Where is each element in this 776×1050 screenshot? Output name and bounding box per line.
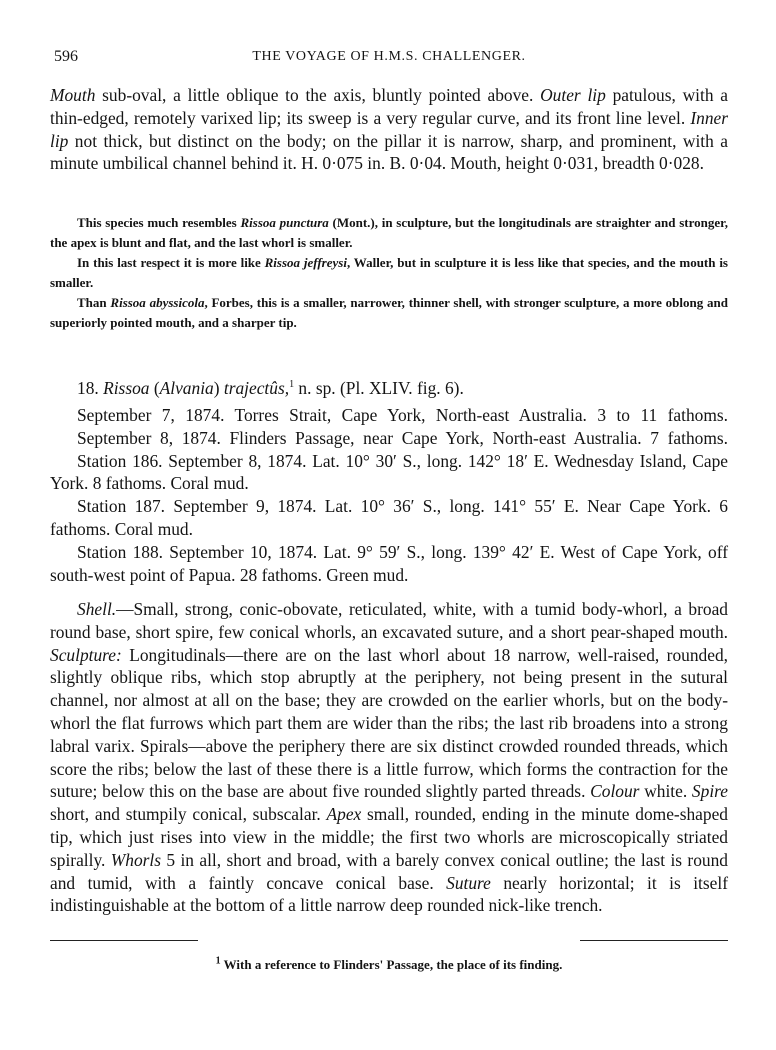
term-apex: Apex (326, 804, 362, 825)
footnote-mark: 1 (289, 379, 295, 391)
term-outer-lip: Outer lip (540, 85, 606, 105)
locality: September 7, 1874. Torres Strait, Cape York, North-east Australia. 3 to 11 fathoms. (77, 405, 728, 425)
term-mouth: Mouth (50, 85, 96, 105)
remark-1: This species much resembles Rissoa punctura (Mont.), in sculpture, but the longitudinals are straighter and stronger, the apex is blunt and flat, and the last whorl is smaller. (50, 215, 728, 250)
term-suture: Suture (446, 872, 491, 893)
description-paragraph: Shell.—Small, strong, conic-obovate, reticulated, white, with a tumid body-whorl, a broad round base, short spire, few conical whorls, an excavated suture, and a short pear-shaped mouth. Sculpture: Longitudinals—there are on the last whorl about 18 narrow, well-raised, rounded, slightly oblique ribs, which stop abruptly at the periphery, not being present in the sutural channel, nor almost at all on the base; they are crowded on the earlier whorls, but on the body-whorl the flat furrows which part them are wider than the ribs; the last rib broadens into a strong labral varix. Spirals—above the periphery there are six distinct crowded rounded threads, which score the ribs; below the last of these there is a little furrow, which forms the contraction for the suture; below this on the base are about five rounded slightly parted threads. Colour white. Spire short, and stumpily conical, subscalar. Apex small, rounded, ending in the minute dome-shaped tip, which just rises into view in the middle; the first two whorls are microscopically striated spirally. Whorls 5 in all, short and broad, with a barely convex conical outline; the last is round and tumid, with a faintly concave conical base. Suture nearly horizontal; it is itself indistinguishable at the bottom of a little narrow deep rounded nick-like trench. (50, 599, 729, 916)
remark-3: Than Rissoa abyssicola, Forbes, this is a smaller, narrower, thinner shell, with stronger sculpture, a more oblong and superiorly pointed mouth, and a sharper tip. (50, 295, 728, 330)
term-shell: Shell. (77, 599, 117, 619)
locality: September 8, 1874. Flinders Passage, near Cape York, North-east Australia. 7 fathoms. (77, 427, 728, 448)
genus: Rissoa (103, 378, 150, 398)
locality: Station 187. September 9, 1874. Lat. 10° 36′ S., long. 141° 55′ E. Near Cape York. 6 fathoms. Coral mud. (50, 496, 728, 539)
term-spire: Spire (691, 781, 728, 802)
locality: Station 186. September 8, 1874. Lat. 10° 30′ S., long. 142° 18′ E. Wednesday Island, Cape York. 8 fathoms. Coral mud. (50, 450, 728, 494)
footnote-rule-right (580, 940, 728, 941)
localities (50, 404, 728, 586)
running-title: THE VOYAGE OF H.M.S. CHALLENGER. (252, 49, 526, 64)
term-whorls: Whorls (110, 849, 162, 870)
term-colour: Colour (590, 781, 640, 802)
remark-2: In this last respect it is more like Rissoa jeffreysi, Waller, but in sculpture it is less like that species, and the mouth is smaller. (50, 255, 728, 290)
locality: Station 188. September 10, 1874. Lat. 9° 59′ S., long. 139° 42′ E. West of Cape York, off south-west point of Papua. 28 fathoms. Green mud. (50, 541, 728, 585)
intro-paragraph: Mouth sub-oval, a little oblique to the axis, bluntly pointed above. Outer lip patulous, with a thin-edged, remotely varixed lip; its sweep is a very regular curve, and its front line level. Inner lip not thick, but distinct on the body; on the pillar it is narrow, sharp, and prominent, with a minute umbilical channel behind it. H. 0·075 in. B. 0·04. Mouth, height 0·031, breadth 0·028. (50, 85, 728, 174)
footnote-rule-left (50, 940, 198, 941)
page-number: 596 (54, 48, 78, 65)
term-inner-lip: Inner lip (50, 107, 728, 151)
species-heading: 18. Rissoa (Alvania) trajectûs,$^1$ n. sp. (Pl. XLIV. fig. 6). (77, 378, 464, 398)
remarks (50, 213, 728, 333)
page-header (50, 48, 728, 68)
term-sculpture: Sculpture: (50, 644, 122, 665)
epithet: trajectûs, (223, 378, 290, 398)
footnote: $^1$ With a reference to Flinders' Passage, the place of its finding. (215, 955, 563, 972)
subgenus: Alvania (159, 378, 214, 398)
